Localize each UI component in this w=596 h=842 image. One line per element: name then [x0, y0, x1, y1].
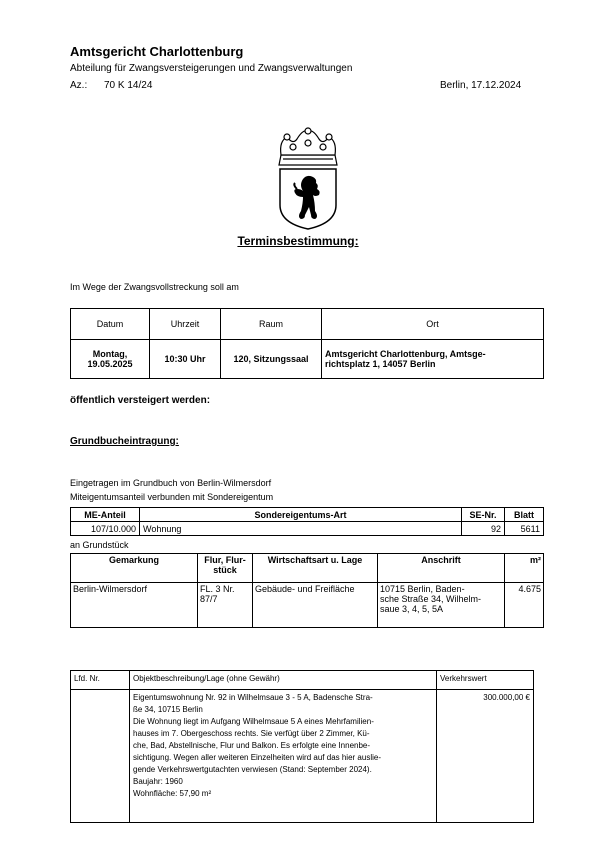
parcel-value — [198, 583, 253, 628]
address-line-3: saue 3, 4, 5, 5A — [380, 604, 444, 614]
description-line: hauses im 7. Obergeschoss rechts. Sie verfügt über 2 Zimmer, Kü- — [133, 729, 370, 738]
place-line-2: richtsplatz 1, 14057 Berlin — [325, 359, 436, 369]
sheet-value: 5611 — [505, 522, 544, 536]
district-value: Berlin-Wilmersdorf — [71, 583, 198, 628]
description-line: gende Verkehrswertgutachten verwiesen (Stand: September 2024). — [133, 765, 372, 774]
header-time: Uhrzeit — [150, 309, 221, 340]
appointment-table — [70, 308, 544, 379]
object-description — [130, 690, 437, 823]
description-line: sichtigung. Wegen aller weiteren Einzelheiten wird auf das hier auslie- — [133, 753, 381, 762]
land-register-heading: Grundbucheintragung: — [70, 436, 179, 447]
area-value: 4.675 — [505, 583, 544, 628]
header-address: Anschrift — [378, 554, 505, 583]
parcel-line-1: FL. 3 Nr. — [200, 584, 235, 594]
header-parcel — [198, 554, 253, 583]
az-label: Az.: — [70, 80, 88, 91]
usage-value: Gebäude- und Freifläche — [253, 583, 378, 628]
plot-table — [70, 553, 544, 628]
description-line: ße 34, 10715 Berlin — [133, 705, 203, 714]
land-register-line-2: Miteigentumsanteil verbunden mit Sondereigentum — [70, 492, 274, 502]
header-type: Sondereigentums-Art — [140, 508, 462, 522]
header-parcel-line-2: stück — [213, 565, 237, 575]
court-name: Amtsgericht Charlottenburg — [70, 44, 244, 59]
az-number: 70 K 14/24 — [104, 80, 153, 91]
type-value: Wohnung — [140, 522, 462, 536]
header-date: Datum — [71, 309, 150, 340]
place-line-1: Amtsgericht Charlottenburg, Amtsge- — [325, 349, 486, 359]
description-line: Wohnfläche: 57,90 m² — [133, 789, 212, 798]
description-line: che, Bad, Abstellnische, Flur und Balkon. Es erfolgte eine Innenbe- — [133, 741, 371, 750]
share-value: 107/10.000 — [71, 522, 140, 536]
header-value: Verkehrswert — [437, 671, 534, 690]
berlin-bear-crest-icon — [273, 127, 343, 231]
appointment-time: 10:30 Uhr — [150, 340, 221, 379]
place-date: Berlin, 17.12.2024 — [440, 80, 522, 91]
intro-text: Im Wege der Zwangsvollstreckung soll am — [70, 282, 239, 292]
header-district: Gemarkung — [71, 554, 198, 583]
header-share: ME-Anteil — [71, 508, 140, 522]
object-table — [70, 670, 534, 823]
appointment-place — [322, 340, 544, 379]
department: Abteilung für Zwangsversteigerungen und Zwangsverwaltungen — [70, 63, 353, 74]
page-title: Terminsbestimmung: — [237, 234, 359, 248]
appointment-date — [71, 340, 150, 379]
header-usage: Wirtschaftsart u. Lage — [253, 554, 378, 583]
appointment-room: 120, Sitzungssaal — [221, 340, 322, 379]
header-se-nr: SE-Nr. — [462, 508, 505, 522]
market-value: 300.000,00 € — [437, 690, 534, 823]
header-lfd-nr: Lfd. Nr. — [71, 671, 130, 690]
address-line-1: 10715 Berlin, Baden- — [380, 584, 465, 594]
header-sheet: Blatt — [505, 508, 544, 522]
header-room: Raum — [221, 309, 322, 340]
header-area: m² — [505, 554, 544, 583]
parcel-line-2: 87/7 — [200, 594, 218, 604]
header-parcel-line-1: Flur, Flur- — [204, 555, 246, 565]
land-register-line-1: Eingetragen im Grundbuch von Berlin-Wilmersdorf — [70, 478, 272, 488]
ownership-table — [70, 507, 544, 536]
plot-label: an Grundstück — [70, 540, 129, 550]
se-nr-value: 92 — [462, 522, 505, 536]
address-line-2: sche Straße 34, Wilhelm- — [380, 594, 482, 604]
lfd-nr-value — [71, 690, 130, 823]
header-place: Ort — [322, 309, 544, 340]
date-value: 19.05.2025 — [87, 359, 133, 369]
sold-text: öffentlich versteigert werden: — [70, 395, 211, 406]
description-line: Eigentumswohnung Nr. 92 in Wilhelmsaue 3 - 5 A, Badensche Stra- — [133, 693, 373, 702]
description-line: Die Wohnung liegt im Aufgang Wilhelmsaue 5 A eines Mehrfamilien- — [133, 717, 374, 726]
description-line: Baujahr: 1960 — [133, 777, 183, 786]
address-value — [378, 583, 505, 628]
header-description: Objektbeschreibung/Lage (ohne Gewähr) — [130, 671, 437, 690]
date-weekday: Montag, — [92, 349, 128, 359]
